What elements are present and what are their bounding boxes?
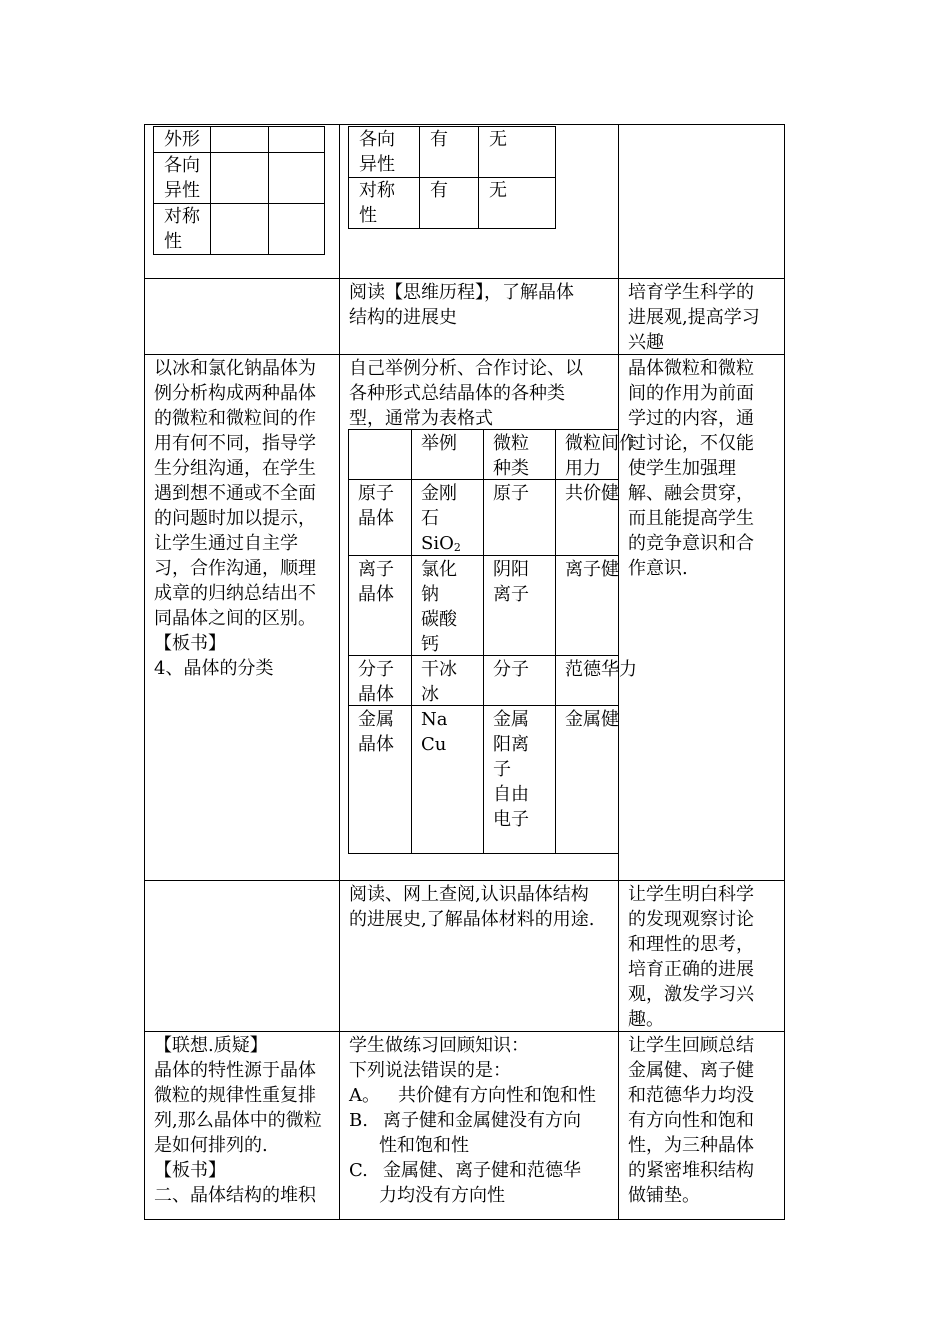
formula-subscript: 2 — [453, 541, 461, 554]
crystal-header-example: 举例 — [421, 433, 457, 454]
crystal-force-cell: 共价健 — [565, 483, 619, 504]
table-cell: 对称 性 — [154, 204, 211, 255]
table-border-top — [144, 124, 785, 125]
crystal-example-cell: Na Cu — [421, 709, 448, 755]
question-prompt-text: 【联想.质疑】 晶体的特性源于晶体 微粒的规律性重复排 列,那么晶体中的微粒 是如何排列的. 【板书】 二、晶体结构的堆积 — [154, 1035, 322, 1206]
crystal-particle-cell: 金属 阳离 子 自由 电子 — [493, 709, 529, 830]
exercise-goal-text: 让学生回顾总结 金属健、离子健 和范德华力均没 有方向性和饱和 性，为三种晶体 的紧密堆积结构 做铺垫。 — [628, 1035, 754, 1206]
table-cell — [269, 153, 325, 204]
crystal-table-line — [348, 853, 618, 854]
crystal-type-cell: 离子 晶体 — [358, 559, 394, 605]
row-divider-1 — [144, 278, 785, 279]
table-cell: 对称 性 — [349, 178, 420, 229]
table-border-col2 — [339, 124, 340, 1219]
exercise-intro: 学生做练习回顾知识： 下列说法错误的是： — [349, 1035, 529, 1081]
option-b-text: 离子健和金属健没有方向 性和饱和性 — [379, 1110, 581, 1156]
research-task-text: 阅读、网上查阅,认识晶体结构 的进展史,了解晶体材料的用途. — [349, 884, 595, 930]
reading-goal-text: 培育学生科学的 进展观,提高学习 兴趣 — [628, 282, 760, 353]
crystal-example-formula: SiO — [421, 533, 454, 554]
research-goal-text: 让学生明白科学 的发现观察讨论 和理性的思考， 培育正确的进展 观，激发学习兴 趣。 — [628, 884, 754, 1030]
crystal-particle-cell: 分子 — [493, 659, 529, 680]
reading-task-text: 阅读【思维历程】，了解晶体 结构的进展史 — [349, 282, 574, 328]
crystal-table-line — [348, 429, 618, 430]
table-cell: 无 — [479, 178, 556, 229]
crystal-force-cell: 离子健 — [565, 559, 619, 580]
crystal-type-cell: 原子 晶体 — [358, 483, 394, 529]
crystal-example-cell: 氯化 钠 碳酸 钙 — [421, 559, 457, 655]
table-cell — [269, 204, 325, 255]
option-a-text: 共价健有方向性和饱和性 — [398, 1085, 596, 1106]
crystal-header-particle: 微粒 种类 — [493, 433, 529, 479]
crystal-header-force: 微粒间作 用力 — [565, 433, 637, 479]
row-divider-3 — [144, 880, 785, 881]
mid-property-table — [348, 126, 556, 229]
crystal-particle-cell: 原子 — [493, 483, 529, 504]
table-border-left — [144, 124, 145, 1219]
table-border-bottom — [144, 1219, 785, 1220]
crystal-table-line — [348, 655, 618, 656]
crystal-example-cell — [421, 481, 461, 556]
option-b-label: B. — [349, 1110, 368, 1131]
crystal-type-cell: 分子 晶体 — [358, 659, 394, 705]
crystal-force-cell: 范德华力 — [565, 659, 637, 680]
table-cell: 各向 异性 — [349, 127, 420, 178]
table-cell — [211, 204, 269, 255]
table-cell — [211, 127, 269, 153]
table-cell: 各向 异性 — [154, 153, 211, 204]
left-property-table — [153, 126, 325, 255]
option-a-label: A。 — [349, 1085, 380, 1106]
table-cell: 有 — [420, 127, 479, 178]
design-intent-text: 晶体微粒和微粒 间的作用为前面 学过的内容，通 过讨论，不仅能 使学生加强理 解、融会贯穿， 而且能提高学生 的竞争意识和合 作意识. — [628, 358, 754, 579]
crystal-type-cell: 金属 晶体 — [358, 709, 394, 755]
table-border-right — [784, 124, 785, 1219]
teacher-activity-text: 以冰和氯化钠晶体为 例分析构成两种晶体 的微粒和微粒间的作 用有何不同，指导学 生分组沟通，在学生 遇到想不通或不全面 的问题时加以提示， 让学生通过自主学 习，合作沟通，顺理 成章的归纳总结出不 同晶体之间的区别。 【板书】 4、晶体的分类 — [154, 358, 316, 679]
crystal-force-cell: 金属健 — [565, 709, 619, 730]
student-activity-intro: 自己举例分析、合作讨论、以 各种形式总结晶体的各种类 型，通常为表格式 — [349, 358, 583, 429]
table-cell: 外形 — [154, 127, 211, 153]
crystal-example-text: 金刚 石 — [421, 483, 457, 529]
table-cell — [269, 127, 325, 153]
crystal-table-line — [555, 429, 556, 853]
crystal-table-line — [483, 429, 484, 853]
option-c-label: C. — [349, 1160, 368, 1181]
option-c-text: 金属健、离子健和范德华 力均没有方向性 — [379, 1160, 581, 1206]
table-cell: 无 — [479, 127, 556, 178]
crystal-example-cell: 干冰 冰 — [421, 659, 457, 705]
table-cell — [211, 153, 269, 204]
crystal-particle-cell: 阴阳 离子 — [493, 559, 529, 605]
table-cell: 有 — [420, 178, 479, 229]
crystal-table-line — [348, 429, 349, 853]
crystal-table-line — [411, 429, 412, 853]
crystal-table-line — [348, 555, 618, 556]
